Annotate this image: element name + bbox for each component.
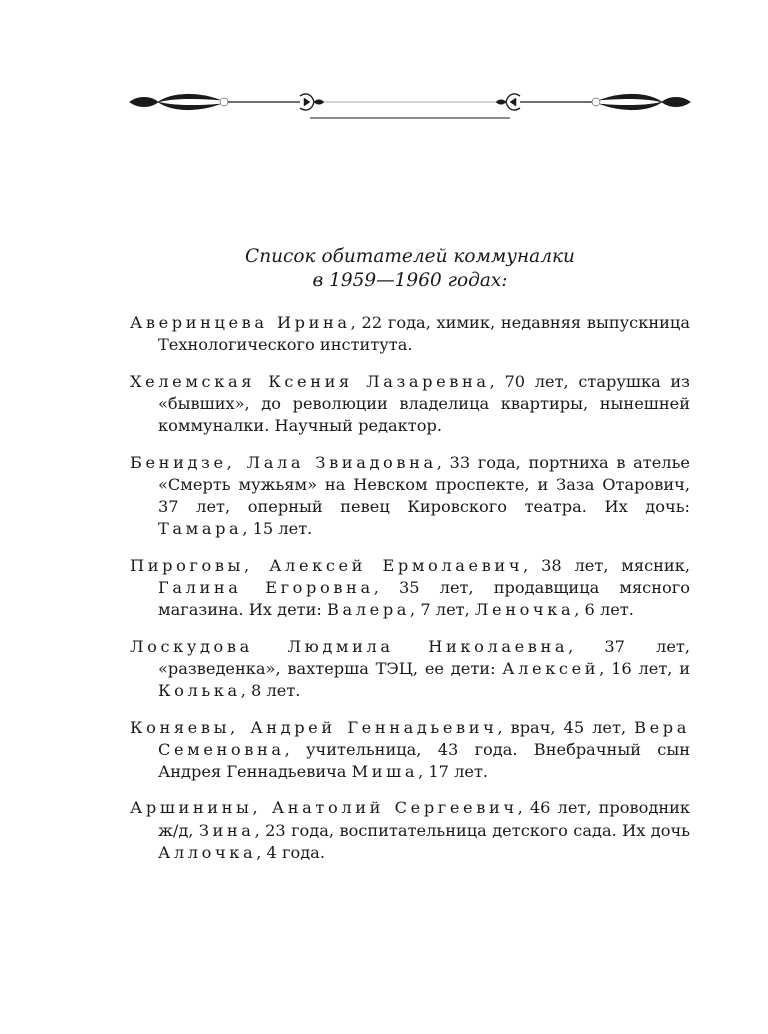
heading-line-1: Список обитателей коммуналки <box>245 246 575 267</box>
resident-description-3: , 7 лет, <box>410 600 475 620</box>
resident-entry-khelemskaya <box>130 371 690 438</box>
resident-description: , 33 года, портниха в ателье «Смерть мужьям» на Невском проспекте, и Заза Отарович, 37 лет, оперный певец Кировского театра. Их дочь: <box>158 452 690 517</box>
resident-name: Бенидзе, Лала Звиадовна <box>130 452 437 472</box>
child-name: Аллочка <box>158 842 257 862</box>
resident-description-2: , 16 лет, и <box>599 658 690 678</box>
child-name-2: Леночка <box>474 600 575 620</box>
resident-name: Аверинцева Ирина <box>130 313 351 332</box>
resident-entry-averintseva <box>130 312 690 356</box>
decorative-header-ornament <box>128 88 692 124</box>
list-heading <box>130 245 690 293</box>
resident-description-end: , 15 лет. <box>242 519 313 539</box>
resident-description: , врач, 45 лет, <box>497 717 635 737</box>
resident-description-3: , 17 лет. <box>418 761 489 781</box>
resident-entry-konyaevy <box>130 717 690 784</box>
resident-name: Коняевы, Андрей Геннадьевич <box>130 717 498 737</box>
heading-line-2: в 1959—1960 годах: <box>312 270 508 291</box>
resident-description-3: , 4 года. <box>256 842 325 862</box>
resident-description: , 46 лет, проводник ж/д, <box>158 798 691 840</box>
resident-entry-arshininy <box>130 797 690 864</box>
resident-description-3: , 8 лет. <box>240 681 301 701</box>
spouse-name: Зина <box>198 820 255 840</box>
resident-entry-benidze <box>130 452 690 541</box>
child-name: Миша <box>351 761 419 781</box>
resident-name: Аршинины, Анатолий Сергеевич <box>130 798 518 818</box>
resident-description: , 38 лет, мясник, <box>523 555 690 575</box>
residents-list <box>130 312 690 878</box>
resident-description-2: , учительница, 43 года. Внебрачный сын Андрея Геннадьевича <box>158 739 690 781</box>
child-name: Тамара <box>158 519 243 539</box>
spouse-name: Галина Егоровна <box>158 577 374 597</box>
resident-entry-pirogovy <box>130 555 690 622</box>
resident-entry-loskudova <box>130 636 690 703</box>
resident-description-2: , 23 года, воспитательница детского сада. Их дочь <box>254 820 690 840</box>
resident-description-4: , 6 лет. <box>574 600 634 620</box>
child-name-2: Колька <box>158 681 241 701</box>
resident-description-2: , 35 лет, продавщица мясного магазина. Их дети: <box>158 577 691 620</box>
child-name-1: Алексей <box>502 658 600 678</box>
resident-name: Пироговы, Алексей Ермолаевич <box>130 555 524 575</box>
resident-name: Хелемская Ксения Лазаревна <box>130 371 490 391</box>
spouse-name: Вера Семеновна <box>158 717 690 759</box>
resident-description: , 37 лет, «разведенка», вахтерша ТЭЦ, ее дети: <box>158 636 690 678</box>
child-name-1: Валера <box>327 600 411 620</box>
resident-description: , 22 года, химик, недавняя выпускница Технологического института. <box>158 313 690 355</box>
resident-description: , 70 лет, старушка из «бывших», до революции владелица квартиры, нынешней коммуналки. Научный редактор. <box>158 371 690 436</box>
resident-name: Лоскудова Людмила Николаевна <box>130 636 569 656</box>
